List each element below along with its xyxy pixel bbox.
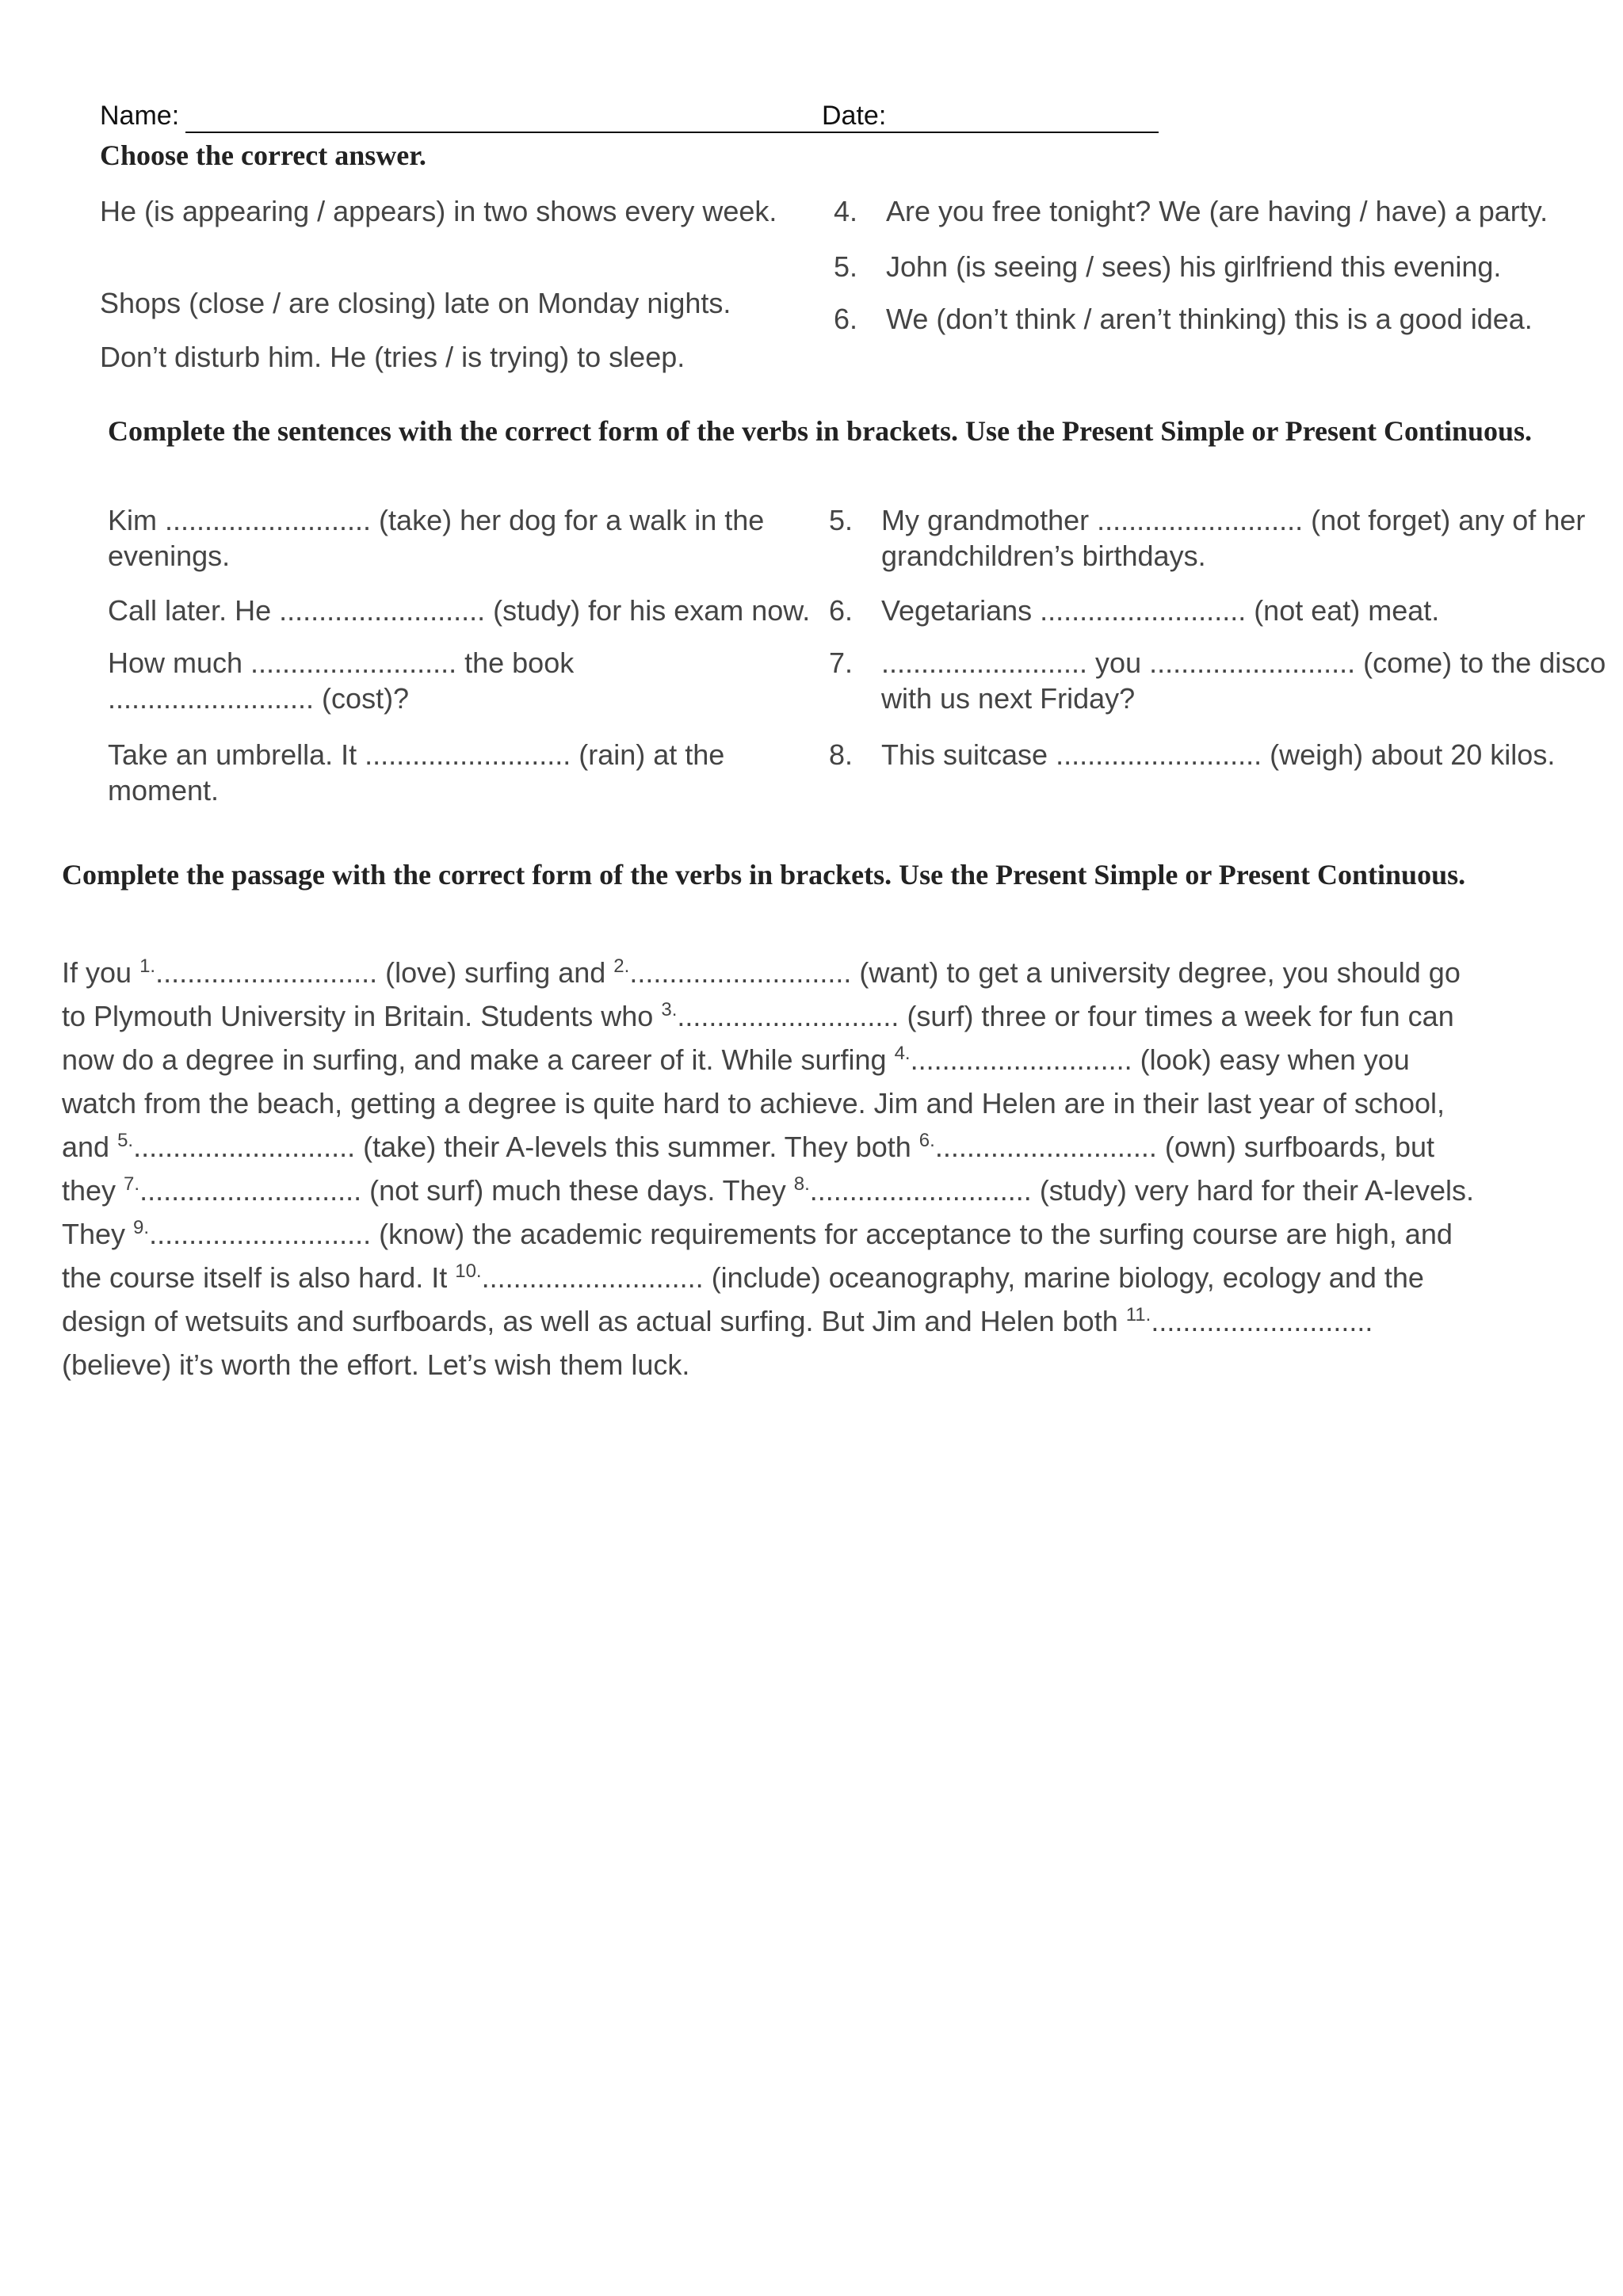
s1-question-text: Don’t disturb him. He (tries / is trying) to sleep. — [100, 341, 685, 373]
answer-blank[interactable]: ............................ — [155, 956, 378, 989]
answer-blank[interactable]: ............................ — [1151, 1305, 1373, 1337]
s2-question-number: 7. — [829, 646, 854, 679]
passage-segment: (include) oceanography, marine biology, ecology and the design of wetsuits and surfboards, as well as actual surfing. But Jim and Helen both — [62, 1261, 1424, 1337]
s1-question-text: John (is seeing / sees) his girlfriend this evening. — [886, 250, 1502, 283]
s2-question-number: 5. — [829, 504, 854, 536]
passage-segment: (not surf) much these days. They — [369, 1174, 794, 1207]
gap-number: 6. — [918, 1130, 935, 1151]
s1-question-text: Shops (close / are closing) late on Monday nights. — [100, 287, 731, 319]
answer-blank[interactable]: ............................ — [809, 1174, 1032, 1207]
passage-segment: (know) the academic requirements for acceptance to the surfing course are high, and the course itself is also hard. It — [62, 1218, 1453, 1294]
s2-question-text: This suitcase .......................... (weigh) about 20 kilos. — [881, 738, 1556, 771]
s2-question-number: 6. — [829, 594, 854, 627]
answer-blank[interactable]: ............................ — [629, 956, 852, 989]
worksheet-header — [100, 98, 1526, 138]
s1-question-text: He (is appearing / appears) in two shows every week. — [100, 195, 777, 227]
gap-number: 9. — [133, 1217, 150, 1238]
passage-segment: (take) their A-levels this summer. They both — [363, 1131, 919, 1163]
s1-question-text: We (don’t think / aren’t thinking) this is a good idea. — [886, 303, 1533, 335]
passage-segment: (own) surfboards, but they — [62, 1131, 1435, 1207]
answer-blank[interactable]: ............................ — [139, 1174, 362, 1207]
s2-question-number: 8. — [829, 738, 854, 771]
section3-instruction: Complete the passage with the correct form of the verbs in brackets. Use the Present Simple or Present Continuous. — [62, 859, 1466, 891]
gap-number: 4. — [894, 1043, 911, 1064]
gap-number: 2. — [613, 955, 630, 977]
date-label: Date: — [822, 101, 887, 131]
s2-question-text: Take an umbrella. It .......................... (rain) at the moment. — [108, 738, 725, 807]
passage-segment: (look) easy when you watch from the beach, getting a degree is quite hard to achieve. Jim and Helen are in their last year of school, and — [62, 1043, 1445, 1163]
section1-instruction: Choose the correct answer. — [100, 139, 426, 171]
s1-question-number: 6. — [834, 303, 858, 335]
section2-instruction: Complete the sentences with the correct form of the verbs in brackets. Use the Present Simple or Present Continuous. — [108, 415, 1533, 447]
gap-number: 11. — [1125, 1304, 1151, 1325]
s1-question-text: Are you free tonight? We (are having / have) a party. — [886, 195, 1549, 227]
name-field-line[interactable] — [185, 132, 899, 133]
passage-segment: (love) surfing and — [385, 956, 614, 989]
passage-segment: (study) very hard for their A-levels. They — [62, 1174, 1475, 1250]
answer-blank[interactable]: ............................ — [934, 1131, 1157, 1163]
s1-question-number: 4. — [834, 195, 858, 227]
gap-number: 10. — [455, 1261, 482, 1282]
passage-text — [62, 951, 1488, 1386]
s2-question-text: Vegetarians .......................... (not eat) meat. — [881, 594, 1440, 627]
passage-segment: (want) to get a university degree, you should go to Plymouth University in Britain. Students who — [62, 956, 1461, 1032]
name-label: Name: — [100, 101, 180, 131]
s2-question-text: Call later. He .......................... (study) for his exam now. — [108, 594, 811, 627]
date-field-line[interactable] — [894, 132, 1159, 133]
gap-number: 1. — [139, 955, 156, 977]
answer-blank[interactable]: ............................ — [677, 1000, 899, 1032]
answer-blank[interactable]: ............................ — [133, 1131, 356, 1163]
passage-segment: If you — [62, 956, 140, 989]
answer-blank[interactable]: ............................ — [481, 1261, 704, 1294]
answer-blank[interactable]: ............................ — [910, 1043, 1132, 1076]
s1-question-number: 5. — [834, 250, 858, 283]
s2-question-text: Kim .......................... (take) her dog for a walk in the evenings. — [108, 504, 765, 572]
s2-question-text: .......................... you .......................... (come) to the disco with us next Friday? — [881, 646, 1606, 715]
answer-blank[interactable]: ............................ — [149, 1218, 372, 1250]
passage-segment: (surf) three or four times a week for fun can now do a degree in surfing, and make a career of it. While surfing — [62, 1000, 1454, 1076]
gap-number: 3. — [661, 999, 678, 1020]
gap-number: 7. — [124, 1173, 140, 1195]
gap-number: 5. — [117, 1130, 134, 1151]
s2-question-text: How much .......................... the book .......................... (cost)? — [108, 646, 575, 715]
passage-segment: (believe) it’s worth the effort. Let’s wish them luck. — [62, 1348, 690, 1381]
gap-number: 8. — [793, 1173, 810, 1195]
s2-question-text: My grandmother .......................... (not forget) any of her grandchildren’s birthdays. — [881, 504, 1586, 572]
